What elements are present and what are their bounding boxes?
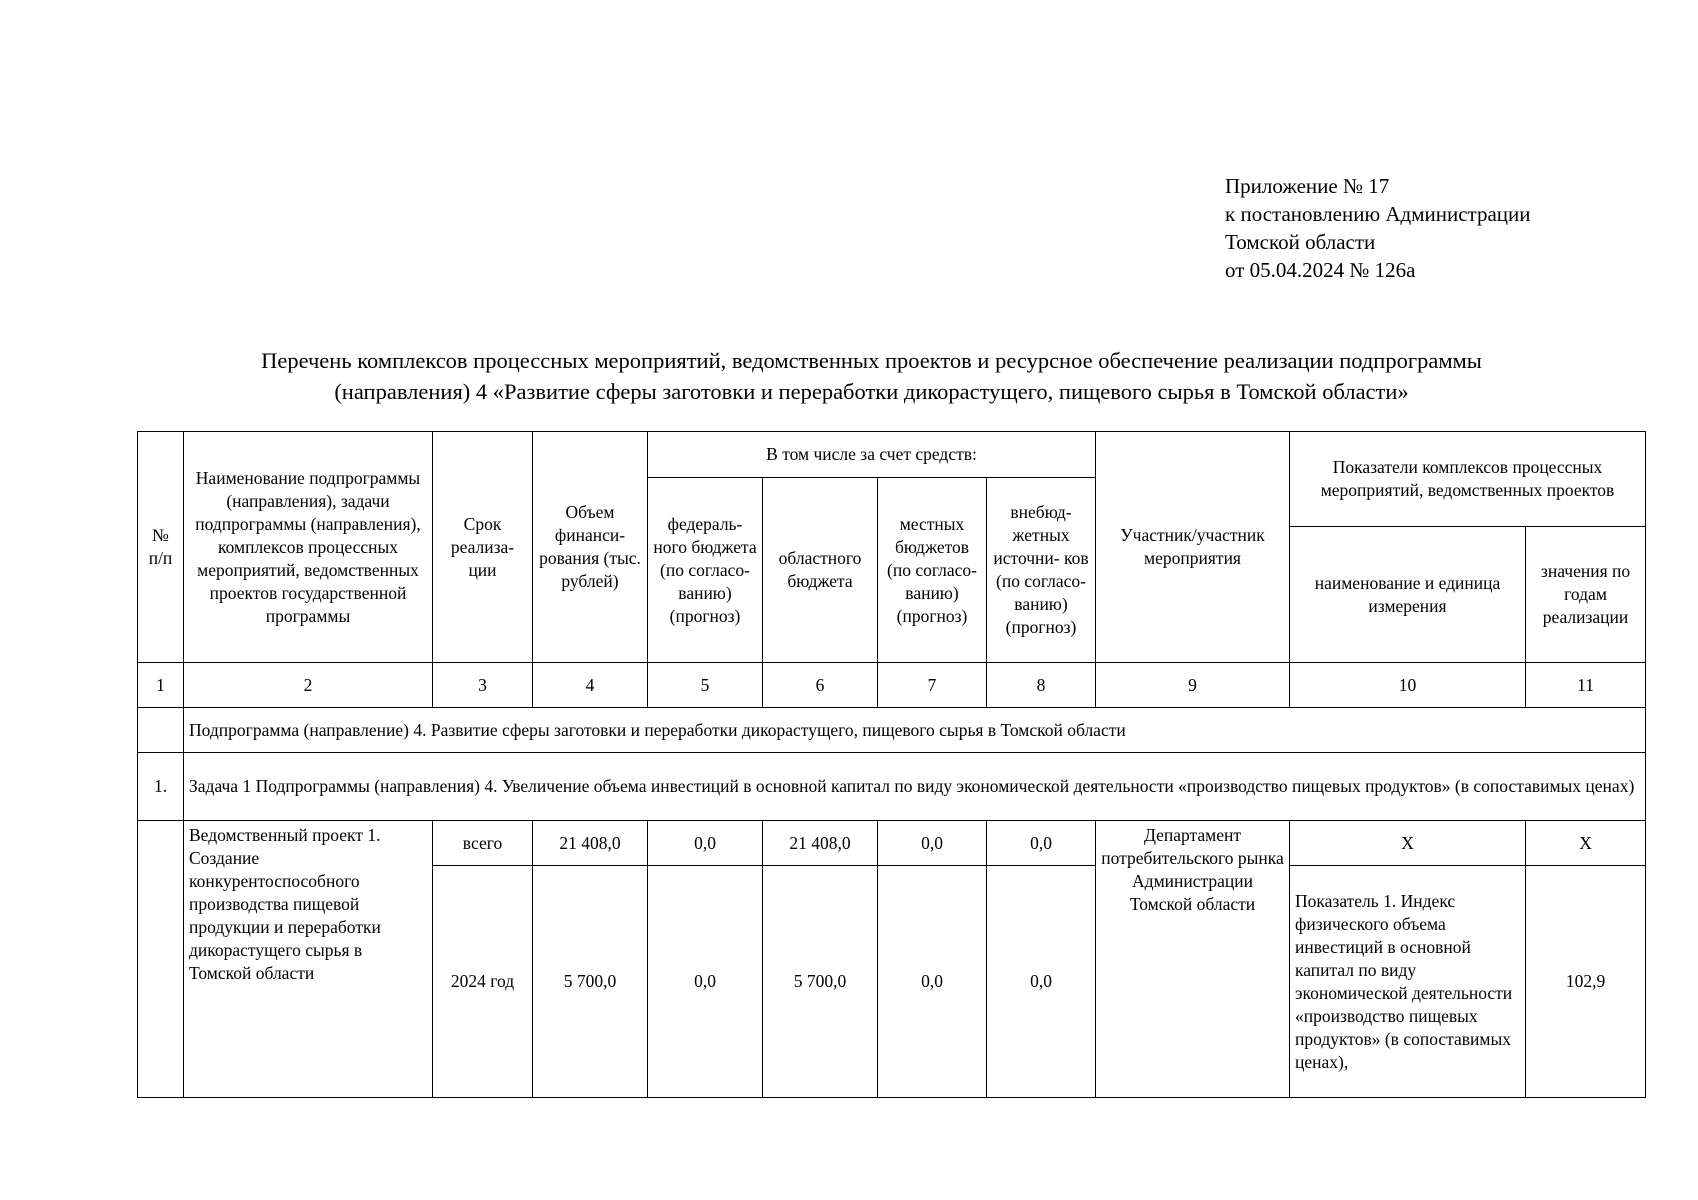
project-total-extra: 0,0 xyxy=(987,821,1096,866)
header-col-indicator-values: значения по годам реализации xyxy=(1526,527,1646,663)
column-number-9: 9 xyxy=(1096,663,1290,708)
document-title xyxy=(130,345,1613,407)
task-title: Задача 1 Подпрограммы (направления) 4. Увеличение объема инвестиций в основной капитал по виду экономической деятельности «производство пищевых продуктов» (в сопоставимых ценах) xyxy=(184,753,1646,821)
document-title-line-1: Перечень комплексов процессных мероприятий, ведомственных проектов и ресурсное обеспечение реализации подпрограммы xyxy=(261,348,1482,373)
project-total-indicator: Х xyxy=(1290,821,1526,866)
project-2024-volume: 5 700,0 xyxy=(533,866,648,1098)
header-group-indicators: Показатели комплексов процессных мероприятий, ведомственных проектов xyxy=(1290,432,1646,527)
column-number-5: 5 xyxy=(648,663,763,708)
header-col-name: Наименование подпрограммы (направления), задачи подпрограммы (направления), комплексов процессных мероприятий, ведомственных проектов государственной программы xyxy=(184,432,433,663)
column-number-7: 7 xyxy=(878,663,987,708)
approval-block xyxy=(1225,172,1531,284)
project-2024-local: 0,0 xyxy=(878,866,987,1098)
header-col-regional: областного бюджета xyxy=(763,478,878,663)
measures-table xyxy=(137,431,1646,1098)
project-name: Ведомственный проект 1. Создание конкурентоспособного производства пищевой продукции и переработки дикорастущего сырья в Томской области xyxy=(184,821,433,1098)
header-row-1 xyxy=(138,432,1646,478)
project-total-row xyxy=(138,821,1646,866)
project-total-regional: 21 408,0 xyxy=(763,821,878,866)
project-2024-period: 2024 год xyxy=(433,866,533,1098)
project-2024-value: 102,9 xyxy=(1526,866,1646,1098)
header-col-participant: Участник/участник мероприятия xyxy=(1096,432,1290,663)
subprogram-number xyxy=(138,708,184,753)
header-col-indicator-name: наименование и единица измерения xyxy=(1290,527,1526,663)
column-number-1: 1 xyxy=(138,663,184,708)
header-col-period: Срок реализа- ции xyxy=(433,432,533,663)
project-participant: Департамент потребительского рынка Администрации Томской области xyxy=(1096,821,1290,1098)
header-group-funds: В том числе за счет средств: xyxy=(648,432,1096,478)
project-total-federal: 0,0 xyxy=(648,821,763,866)
project-2024-regional: 5 700,0 xyxy=(763,866,878,1098)
task-number: 1. xyxy=(138,753,184,821)
column-number-3: 3 xyxy=(433,663,533,708)
project-total-volume: 21 408,0 xyxy=(533,821,648,866)
approval-region: Томской области xyxy=(1225,230,1376,254)
project-2024-federal: 0,0 xyxy=(648,866,763,1098)
header-col-extra: внебюд- жетных источни- ков (по согласо- ванию) (прогноз) xyxy=(987,478,1096,663)
project-number xyxy=(138,821,184,1098)
project-total-local: 0,0 xyxy=(878,821,987,866)
header-col-local: местных бюджетов (по согласо- ванию) (прогноз) xyxy=(878,478,987,663)
column-number-10: 10 xyxy=(1290,663,1526,708)
approval-date: от 05.04.2024 № 126а xyxy=(1225,258,1416,282)
project-total-period: всего xyxy=(433,821,533,866)
header-col-volume: Объем финанси- рования (тыс. рублей) xyxy=(533,432,648,663)
approval-resolution: к постановлению Администрации xyxy=(1225,202,1531,226)
header-col-federal: федераль- ного бюджета (по согласо- ванию) (прогноз) xyxy=(648,478,763,663)
approval-appendix-number: Приложение № 17 xyxy=(1225,174,1390,198)
subprogram-row xyxy=(138,708,1646,753)
column-number-2: 2 xyxy=(184,663,433,708)
column-number-8: 8 xyxy=(987,663,1096,708)
column-number-11: 11 xyxy=(1526,663,1646,708)
column-number-4: 4 xyxy=(533,663,648,708)
column-numbers-row xyxy=(138,663,1646,708)
header-col-number: № п/п xyxy=(138,432,184,663)
subprogram-title: Подпрограмма (направление) 4. Развитие сферы заготовки и переработки дикорастущего, пищевого сырья в Томской области xyxy=(184,708,1646,753)
project-2024-indicator: Показатель 1. Индекс физического объема инвестиций в основной капитал по виду экономической деятельности «производство пищевых продуктов» (в сопоставимых ценах), xyxy=(1290,866,1526,1098)
project-total-value: Х xyxy=(1526,821,1646,866)
task-row xyxy=(138,753,1646,821)
project-2024-extra: 0,0 xyxy=(987,866,1096,1098)
column-number-6: 6 xyxy=(763,663,878,708)
document-title-line-2: (направления) 4 «Развитие сферы заготовки и переработки дикорастущего, пищевого сырья в Томской области» xyxy=(334,379,1409,404)
